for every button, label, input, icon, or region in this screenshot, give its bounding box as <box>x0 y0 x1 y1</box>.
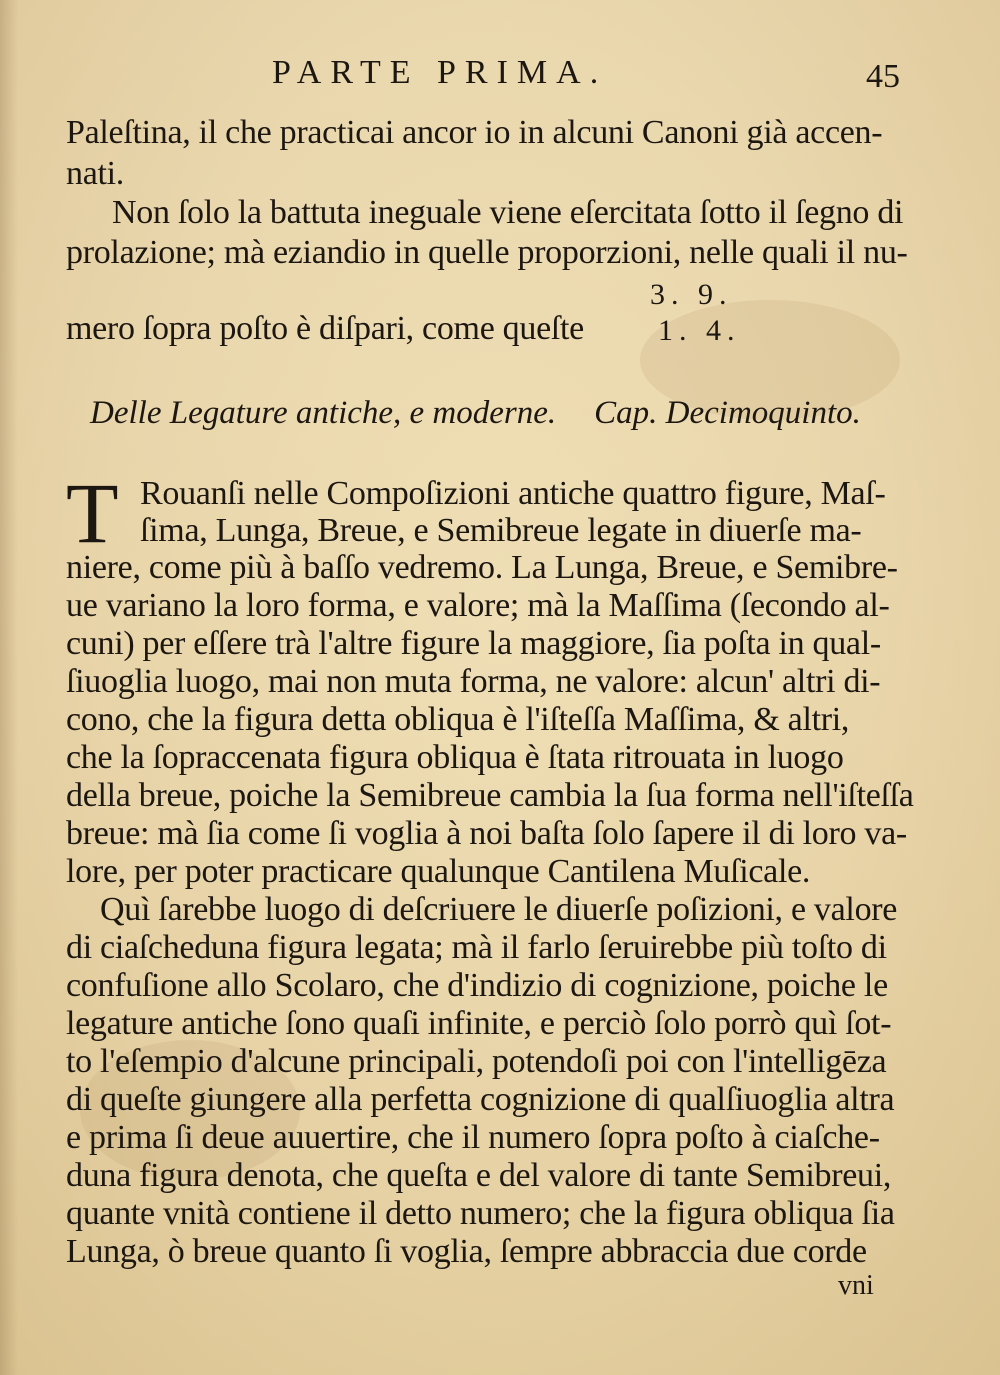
text-line: niere, come più à baſſo vedremo. La Lunga, Breue, e Semibre- <box>66 549 898 586</box>
text-line: legature antiche ſono quaſi infinite, e perciò ſolo porrò quì ſot- <box>66 1005 892 1042</box>
text-line: ſiuoglia luogo, mai non muta forma, ne valore: alcun' altri di- <box>66 663 881 700</box>
page-number: 45 <box>866 58 900 95</box>
text-line: cono, che la figura detta obliqua è l'iſteſſa Maſſima, & altri, <box>66 701 850 738</box>
text-line: che la ſopraccenata figura obliqua è ſtata ritrouata in luogo <box>66 739 844 776</box>
text-line: di ciaſcheduna figura legata; mà il farlo ſeruirebbe più toſto di <box>66 929 887 966</box>
text-line: prolazione; mà eziandio in quelle proporzioni, nelle quali il nu- <box>66 234 908 271</box>
running-head: PARTE PRIMA. <box>272 54 608 91</box>
text-line: Paleſtina, il che practicai ancor io in alcuni Canoni già accen- <box>66 114 883 151</box>
text-line: della breue, poiche la Semibreue cambia la ſua forma nell'iſteſſa <box>66 777 914 814</box>
chapter-title: Delle Legature antiche, e moderne. <box>90 395 557 431</box>
chapter-heading <box>90 395 861 432</box>
text-line: Lunga, ò breue quanto ſi voglia, ſempre abbraccia due corde <box>66 1233 867 1270</box>
text-line: Rouanſi nelle Compoſizioni antiche quattro figure, Maſ- <box>140 475 886 512</box>
text-line: nati. <box>66 155 124 192</box>
text-line: breue: mà ſia come ſi voglia à noi baſta ſolo ſapere il di loro va- <box>66 815 907 852</box>
text-line: cuni) per eſſere trà l'altre figure la maggiore, ſia poſta in qual- <box>66 625 881 662</box>
text-line: quante vnità contiene il detto numero; che la figura obliqua ſia <box>66 1195 895 1232</box>
text-line: ſima, Lunga, Breue, e Semibreue legate in diuerſe ma- <box>140 512 862 549</box>
catchword: vni <box>838 1270 874 1301</box>
text-line: lore, per poter practicare qualunque Cantilena Muſicale. <box>66 853 811 890</box>
chapter-number: Cap. Decimoquinto. <box>594 395 861 431</box>
text-line: di queſte giungere alla perfetta cognizione di qualſiuoglia altra <box>66 1081 895 1118</box>
text-line: to l'eſempio d'alcune principali, potendoſi poi con l'intelligēza <box>66 1043 887 1080</box>
proportion-numerators: 3. 9. <box>650 278 733 311</box>
text-line: mero ſopra poſto è diſpari, come queſte <box>66 310 584 347</box>
text-line: Quì ſarebbe luogo di deſcriuere le diuerſe poſizioni, e valore <box>100 891 898 928</box>
text-line: e prima ſi deue auuertire, che il numero ſopra poſto à ciaſche- <box>66 1119 880 1156</box>
text-line: duna figura denota, che queſta e del valore di tante Semibreui, <box>66 1157 892 1194</box>
proportion-denominators: 1. 4. <box>658 314 741 347</box>
text-line: confuſione allo Scolaro, che d'indizio di cognizione, poiche le <box>66 967 888 1004</box>
text-line: ue variano la loro forma, e valore; mà la Maſſima (ſecondo al- <box>66 587 890 624</box>
drop-capital: T <box>66 465 119 561</box>
text-line: Non ſolo la battuta ineguale viene eſercitata ſotto il ſegno di <box>112 194 904 231</box>
